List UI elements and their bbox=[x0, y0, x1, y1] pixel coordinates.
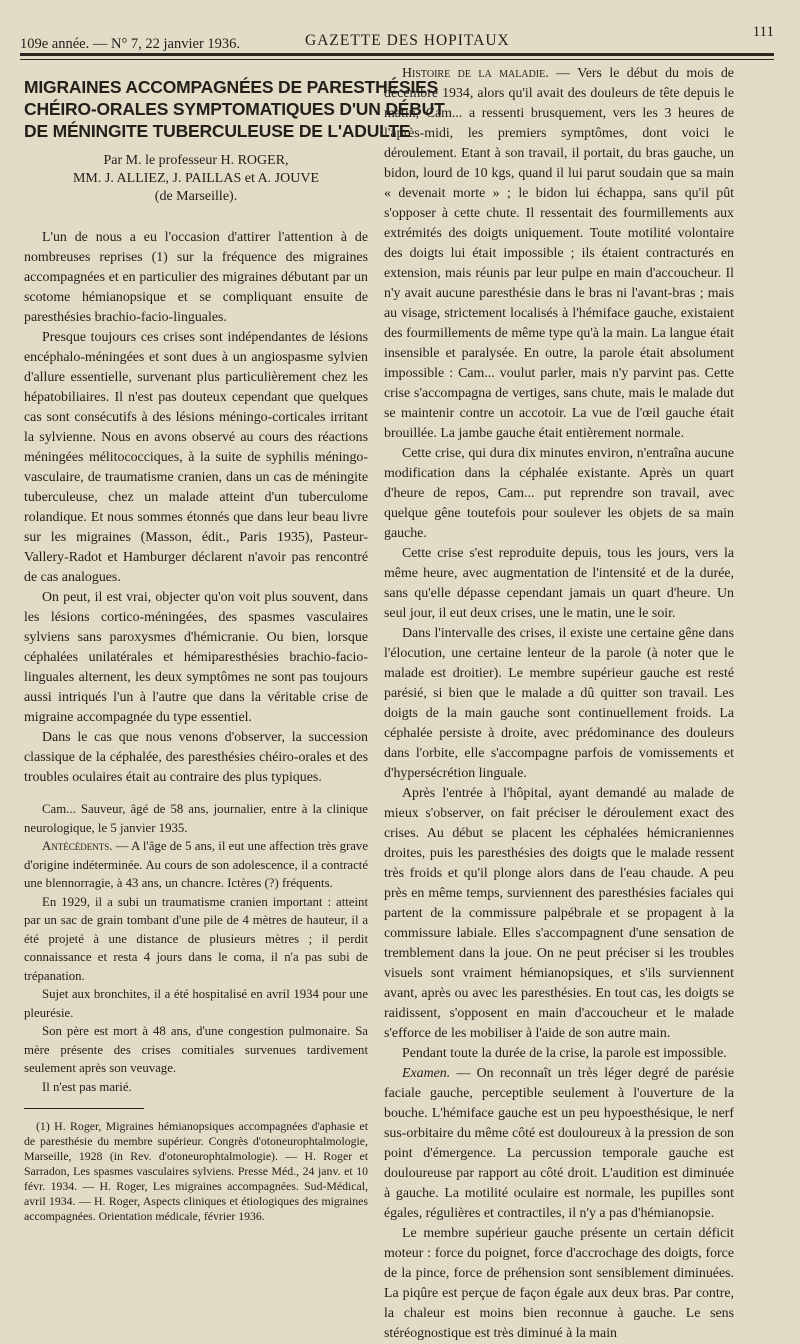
authors bbox=[24, 152, 368, 206]
author-line: MM. J. ALLIEZ, J. PAILLAS et A. JOUVE bbox=[72, 171, 320, 186]
header-rule-thin bbox=[20, 59, 774, 60]
author-line: Par M. le professeur H. ROGER, bbox=[103, 153, 289, 168]
footnotes bbox=[24, 1119, 368, 1224]
case-paragraph bbox=[24, 837, 368, 893]
body-paragraph: Pendant toute la durée de la crise, la parole est impossible. bbox=[402, 1046, 727, 1061]
issue-info: 109e année. — N° 7, 22 janvier 1936. bbox=[20, 36, 241, 52]
case-paragraph: Son père est mort à 48 ans, d'une congestion pulmonaire. Sa mère présente des crises comitiales survenues tardivement seulement après son veuvage. bbox=[24, 1024, 368, 1075]
header-rule bbox=[20, 53, 774, 56]
running-header bbox=[20, 20, 774, 56]
right-column bbox=[384, 64, 734, 1344]
case-paragraph: Il n'est pas marié. bbox=[42, 1079, 132, 1094]
title-line: CHÉIRO-ORALES SYMPTOMATIQUES D'UN DÉBUT bbox=[24, 99, 445, 119]
body-paragraph: L'un de nous a eu l'occasion d'attirer l'attention à de nombreuses reprises (1) sur la fréquence des migraines accompagnées et en particulier des migraines débutant par un scotome hémianopsique et se compliquant ensuite de paresthésies brachio-facio-linguales. bbox=[24, 230, 368, 325]
body-paragraph: Après l'entrée à l'hôpital, ayant demandé au malade de mieux s'observer, on fait préciser le déroulement exact des crises. Au début se placent les céphalées hémicraniennes droites, puis les paresthésies des doigts que le malade ressent très froids et qu'il plonge alors dans de l'eau chaude. A peu près en même temps, surviennent des paresthésies faciales qui partent de la commissure palpébrale et se propagent à la commissure labiale. Elles s'accompagnent d'une sensation de tremblement dans la joue. On ne peut préciser si les troubles visuels sont vraiment hémianopsiques, et s'ils surviennent avant, après ou avec les paresthésies. En tout cas, les doigts se raidissent, s'opposent en main d'accoucheur et le malade s'efforce de les mobiliser à l'aide de son autre main. bbox=[384, 786, 734, 1041]
history-paragraph bbox=[384, 64, 734, 444]
exam-paragraph bbox=[384, 1064, 734, 1224]
page-number: 111 bbox=[752, 24, 774, 40]
body-paragraph: Dans l'intervalle des crises, il existe une certaine gêne dans l'élocution, une certaine lenteur de la parole (à noter que le malade est droitier). Le membre supérieur gauche est resté parésié, si bien que le malade a dû quitter son travail. Les doigts de la main gauche sont continuellement froids. La céphalée persiste à droite, avec prédominance des douleurs dans l'orbite, elle s'accompagne parfois de vomissements et d'hypersécrétion linguale. bbox=[384, 626, 734, 781]
article-title bbox=[24, 76, 445, 142]
body-paragraph: Presque toujours ces crises sont indépendantes de lésions encéphalo-méningées et sont dues à un angiospasme sylvien d'allure essentielle, survenant plus particulièrement chez les hépatobiliaires. Il n'est pas douteux cependant que quelques cas sont consécutifs à des lésions méningo-corticales irritant la sylvienne. Nous en avons observé au cours des réactions méningées mélitococciques, à la suite de syphilis méningo-vasculaire, de traumatisme cranien, dans un cas de méningite tuberculeuse, chez un malade atteint d'un tuberculome rolandique. Et nous sommes étonnés que dans leur beau livre sur les migraines (Masson, édit., Paris 1935), Pasteur-Vallery-Radot et Hamburger déclarent n'avoir pas rencontré de cas analogues. bbox=[24, 330, 368, 585]
body-paragraph: Cette crise, qui dura dix minutes environ, n'entraîna aucune modification dans la céphalée existante. Après un quart d'heure de repos, Cam... put reprendre son travail, avec quelque gêne toutefois pour soulever les objets de sa main gauche. bbox=[384, 446, 734, 541]
history-label: Histoire de la maladie. bbox=[402, 66, 549, 81]
case-paragraph: Cam... Sauveur, âgé de 58 ans, journalier, entre à la clinique neurologique, le 5 janvier 1935. bbox=[24, 802, 368, 835]
antecedents-text: — A l'âge de 5 ans, il eut une affection très grave d'origine indéterminée. Au cours de son adolescence, il a contracté une blennorragie, à 43 ans, un chancre. Ictères (?) fréquents. bbox=[24, 839, 369, 890]
body-paragraph: Cette crise s'est reproduite depuis, tous les jours, vers la même heure, avec augmentation de l'intensité et de la durée, sans qu'elle dépasse cependant jamais un quart d'heure. Un seul jour, il eut deux crises, une le matin, une le soir. bbox=[384, 546, 734, 621]
case-paragraph: En 1929, il a subi un traumatisme cranien important : atteint par un sac de grain tombant d'une pile de 4 mètres de hauteur, il a été projeté à une distance de plusieurs mètres ; il perdit connaissance et resta 4 jours dans le coma, il n'a pas subi de trépanation. bbox=[24, 894, 368, 983]
body-paragraph: Dans le cas que nous venons d'observer, la succession classique de la céphalée, des paresthésies chéiro-orales et des troubles oculaires était au contraire des plus typiques. bbox=[24, 730, 368, 785]
body-paragraph: Le membre supérieur gauche présente un certain déficit moteur : force du poignet, force d'accrochage des doigts, force de la pince, force de préhension sont sensiblement diminuées. La piqûre est perçue de façon égale aux deux bras. Par contre, la chaleur est moins bien reconnue à gauche. Le sens stéréognostique est très diminué à la main bbox=[384, 1226, 734, 1341]
footnote-separator bbox=[24, 1108, 144, 1109]
antecedents-label: Antécédents. bbox=[42, 839, 113, 853]
journal-name: GAZETTE DES HOPITAUX bbox=[305, 32, 510, 49]
title-line: DE MÉNINGITE TUBERCULEUSE DE L'ADULTE bbox=[24, 121, 411, 141]
case-paragraph: Sujet aux bronchites, il a été hospitalisé en avril 1934 pour une pleurésie. bbox=[24, 987, 368, 1020]
exam-text: — On reconnaît un très léger degré de parésie faciale gauche, perceptible seulement à l'ouverture de la bouche. L'hémiface gauche est un peu hypoesthésique, le nerf sus-orbitaire du même côté est douloureux à la pression de son point d'émergence. La percussion temporale gauche est douloureuse par rapport au côté droit. L'audition est diminuée à gauche. La motilité oculaire est normale, les pupilles sont égales, régulières et contractiles, il n'y a pas d'hémianopsie. bbox=[384, 1066, 734, 1221]
body-paragraph: On peut, il est vrai, objecter qu'on voit plus souvent, dans les lésions cortico-méningées, des spasmes vasculaires sylviens sans paroxysmes d'hémicranie. Ou bien, lorsque céphalées unilatérales et hémiparesthésies brachio-facio-linguales alternent, les deux symptômes ne sont pas toujours aussi intriqués l'un à l'autre que dans la véritable crise de migraine accompagnée du type essentiel. bbox=[24, 590, 368, 725]
title-line: MIGRAINES ACCOMPAGNÉES DE PARESTHÉSIES bbox=[24, 77, 439, 97]
footnote: (1) H. Roger, Migraines hémianopsiques accompagnées d'aphasie et de paresthésie du membre supérieur. Congrès d'otoneurophtalmologie, Marseille, 1928 (in Rev. d'otoneurophtalmologie). — H. Roger et Sarradon, Les spasmes vasculaires sylviens. Presse Méd., 24 janv. et 10 févr. 1934. — H. Roger, Les migraines accompagnées. Sud-Médical, avril 1934. — H. Roger, Aspects cliniques et étiologiques des migraines accompagnées. Orientation médicale, février 1936. bbox=[24, 1119, 368, 1223]
history-text: — Vers le début du mois de décembre 1934, alors qu'il avait des douleurs de tête depuis le matin, Cam... a ressenti brusquement, vers les 3 heures de l'après-midi, les premiers symptômes, dont voici le déroulement. Etant à son travail, il portait, du bras gauche, un bidon, lourd de 10 kgs, quand il lui parut soudain que sa main « devenait morte » ; le bidon lui échappa, sans qu'il pût s'opposer à cette chute. Il ressentait des fourmillements aux extrémités des doigts uniquement. Toute motilité volontaire des doigts lui était impossible ; ils étaient contracturés en extension, mais réunis par leur pulpe en main d'accoucheur. Il n'y avait aucune paresthésie dans le bras ni l'avant-bras ; mais au visage, strictement localisés à l'hémiface gauche, existaient des fourmillements de même type qu'à la main. La langue était insensible et paralysée. En outre, la parole était absolument impossible : Cam... voulut parler, mais n'y parvint pas. Cette crise s'accompagna de vertiges, sans chute, mais le malade dut se maintenir contre un accotoir. La vue de l'œil gauche était brouillée. La jambe gauche était entièrement normale. bbox=[384, 66, 734, 441]
exam-label: Examen. bbox=[402, 1066, 451, 1081]
author-line: (de Marseille). bbox=[154, 189, 238, 204]
